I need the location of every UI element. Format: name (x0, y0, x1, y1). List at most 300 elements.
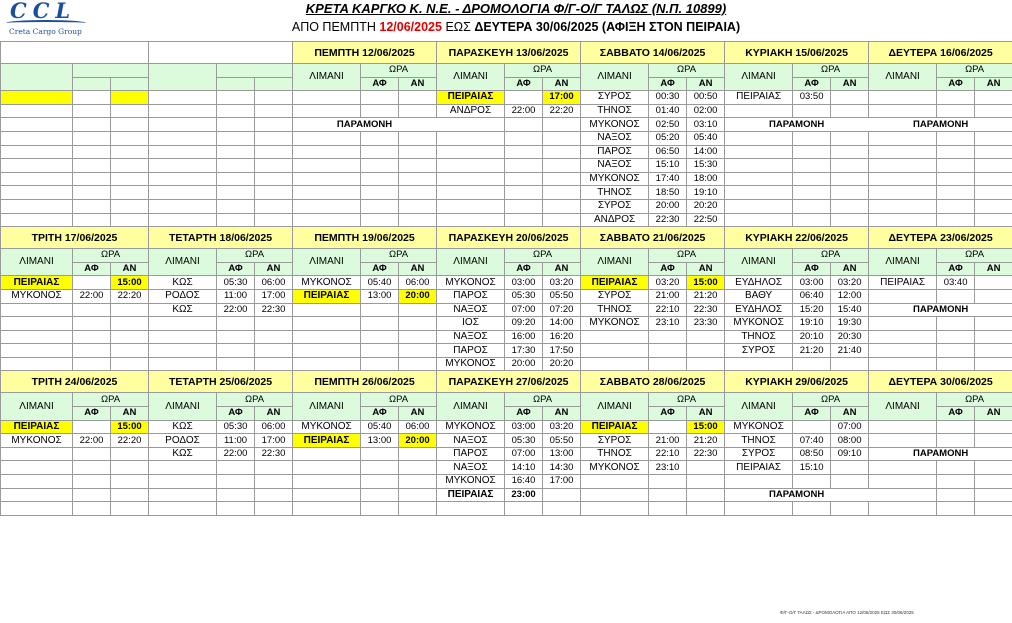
document-header (0, 0, 1012, 41)
departure-cell (399, 91, 437, 105)
departure-cell: 15:00 (687, 276, 725, 290)
departure-header: ΑΝ (399, 77, 437, 91)
arrival-cell (217, 159, 255, 173)
departure-cell (831, 159, 869, 173)
departure-cell: 06:00 (255, 276, 293, 290)
arrival-cell (73, 475, 111, 489)
arrival-header (217, 77, 255, 91)
arrival-cell: 22:10 (649, 447, 687, 461)
arrival-cell (649, 488, 687, 502)
arrival-cell (649, 420, 687, 434)
time-header: ΩΡΑ (793, 64, 869, 78)
time-header: ΩΡΑ (793, 249, 869, 263)
arrival-cell (937, 289, 975, 303)
departure-cell: 00:50 (687, 91, 725, 105)
departure-cell (111, 118, 149, 132)
arrival-cell: 07:00 (505, 447, 543, 461)
arrival-cell: 17:40 (649, 172, 687, 186)
departure-cell (111, 172, 149, 186)
arrival-cell (793, 357, 831, 371)
port-cell (1, 145, 73, 159)
document-title: ΚΡΕΤΑ ΚΑΡΓΚΟ Κ. Ν.Ε. - ΔΡΟΜΟΛΟΓΙΑ Φ/Γ-Ο/Γ ΤΑΛΩΣ (Ν.Π. 10899) (305, 1, 727, 16)
time-header: ΩΡΑ (217, 249, 293, 263)
departure-header: ΑΝ (831, 407, 869, 421)
port-cell: ΜΥΚΟΝΟΣ (293, 420, 361, 434)
stay-label: ΠΑΡΑΜΟΝΗ (293, 118, 437, 132)
port-cell: ΜΥΚΟΝΟΣ (581, 172, 649, 186)
schedule-row (1, 289, 1012, 303)
port-cell (149, 186, 217, 200)
departure-cell: 09:10 (831, 447, 869, 461)
arrival-cell (73, 303, 111, 317)
day-header: ΤΡΙΤΗ 24/06/2025 (1, 371, 149, 393)
arrival-cell (217, 91, 255, 105)
departure-cell (543, 159, 581, 173)
subtitle-from: ΑΠΟ ΠΕΜΠΤΗ (291, 20, 376, 34)
arrival-cell (937, 488, 975, 502)
day-header: ΚΥΡΙΑΚΗ 15/06/2025 (725, 42, 869, 64)
arrival-cell (361, 199, 399, 213)
departure-cell (255, 199, 293, 213)
arrival-cell (649, 475, 687, 489)
arrival-header: ΑΦ (649, 407, 687, 421)
arrival-cell (73, 357, 111, 371)
arrival-cell (217, 461, 255, 475)
port-header: ΛΙΜΑΝΙ (293, 249, 361, 276)
departure-cell (687, 461, 725, 475)
departure-cell (975, 91, 1012, 105)
port-cell: ΤΗΝΟΣ (581, 104, 649, 118)
departure-cell (111, 461, 149, 475)
schedule-row (1, 344, 1012, 358)
departure-cell (975, 159, 1012, 173)
schedule-row (1, 199, 1012, 213)
departure-cell (255, 317, 293, 331)
port-cell (869, 317, 937, 331)
departure-cell (543, 488, 581, 502)
arrival-cell (649, 344, 687, 358)
departure-cell (975, 330, 1012, 344)
departure-cell: 13:00 (543, 447, 581, 461)
schedule-row (1, 357, 1012, 371)
port-cell: ΠΕΙΡΑΙΑΣ (293, 289, 361, 303)
port-cell (437, 172, 505, 186)
schedule-row (1, 330, 1012, 344)
time-header: ΩΡΑ (649, 249, 725, 263)
arrival-header: ΑΦ (937, 407, 975, 421)
time-header: ΩΡΑ (505, 249, 581, 263)
time-header (73, 64, 149, 78)
schedule-row (1, 502, 1012, 516)
port-header: ΛΙΜΑΝΙ (1, 249, 73, 276)
port-cell (725, 186, 793, 200)
arrival-cell: 22:30 (649, 213, 687, 227)
port-cell: ΝΑΞΟΣ (581, 131, 649, 145)
departure-cell: 22:50 (687, 213, 725, 227)
departure-header: ΑΝ (111, 407, 149, 421)
departure-cell (255, 118, 293, 132)
port-cell (581, 475, 649, 489)
port-cell (725, 199, 793, 213)
departure-cell (111, 91, 149, 105)
port-cell (149, 330, 217, 344)
time-header: ΩΡΑ (937, 64, 1012, 78)
arrival-header: ΑΦ (793, 407, 831, 421)
port-cell: ΣΥΡΟΣ (581, 289, 649, 303)
day-header: ΤΡΙΤΗ 17/06/2025 (1, 227, 149, 249)
arrival-cell (217, 502, 255, 516)
departure-cell (399, 461, 437, 475)
port-cell (1, 447, 73, 461)
port-cell (1, 317, 73, 331)
arrival-cell: 13:00 (361, 434, 399, 448)
port-cell (149, 213, 217, 227)
port-cell (869, 502, 937, 516)
port-cell: ΜΥΚΟΝΟΣ (437, 357, 505, 371)
departure-header: ΑΝ (975, 407, 1012, 421)
departure-header: ΑΝ (255, 407, 293, 421)
arrival-cell (73, 502, 111, 516)
port-cell: ΠΕΙΡΑΙΑΣ (581, 276, 649, 290)
departure-header (111, 77, 149, 91)
arrival-header: ΑΦ (649, 77, 687, 91)
port-cell (149, 172, 217, 186)
port-cell: ΚΩΣ (149, 420, 217, 434)
schedule-row (1, 159, 1012, 173)
arrival-cell (217, 131, 255, 145)
departure-cell (255, 104, 293, 118)
arrival-cell (505, 91, 543, 105)
departure-cell (831, 172, 869, 186)
arrival-cell: 09:20 (505, 317, 543, 331)
departure-cell (399, 502, 437, 516)
departure-cell (399, 447, 437, 461)
departure-cell: 03:20 (543, 276, 581, 290)
arrival-cell: 06:50 (649, 145, 687, 159)
port-header: ΛΙΜΑΝΙ (1, 393, 73, 420)
schedule-table (0, 41, 1012, 516)
port-cell: ΤΗΝΟΣ (581, 186, 649, 200)
arrival-cell (217, 475, 255, 489)
departure-cell: 15:40 (831, 303, 869, 317)
arrival-cell: 17:30 (505, 344, 543, 358)
subtitle-end: ΔΕΥΤΕΡΑ 30/06/2025 (ΑΦΙΞΗ ΣΤΟΝ ΠΕΙΡΑΙΑ) (474, 20, 741, 34)
port-cell: ΝΑΞΟΣ (437, 461, 505, 475)
stay-label: ΠΑΡΑΜΟΝΗ (725, 488, 869, 502)
arrival-cell (217, 104, 255, 118)
departure-cell (255, 145, 293, 159)
arrival-cell (937, 91, 975, 105)
logo-subtitle: Creta Cargo Group (9, 27, 82, 36)
port-cell (869, 172, 937, 186)
departure-cell: 17:00 (543, 475, 581, 489)
arrival-cell: 05:20 (649, 131, 687, 145)
port-cell (869, 145, 937, 159)
schedule-row (1, 420, 1012, 434)
port-cell: ΡΟΔΟΣ (149, 434, 217, 448)
day-header: ΣΑΒΒΑΤΟ 21/06/2025 (581, 227, 725, 249)
time-header: ΩΡΑ (937, 393, 1012, 407)
arrival-cell: 20:10 (793, 330, 831, 344)
arrival-cell (937, 159, 975, 173)
port-cell: ΜΥΚΟΝΟΣ (581, 461, 649, 475)
port-cell: ΠΑΡΟΣ (581, 145, 649, 159)
port-cell: ΠΕΙΡΑΙΑΣ (581, 420, 649, 434)
port-header: ΛΙΜΑΝΙ (725, 64, 793, 91)
arrival-cell (217, 118, 255, 132)
port-cell (293, 303, 361, 317)
departure-cell: 22:20 (543, 104, 581, 118)
time-header: ΩΡΑ (505, 64, 581, 78)
port-cell: ΜΥΚΟΝΟΣ (1, 434, 73, 448)
port-cell (293, 145, 361, 159)
arrival-cell: 03:50 (793, 91, 831, 105)
port-cell (293, 488, 361, 502)
port-cell (581, 502, 649, 516)
arrival-cell (937, 475, 975, 489)
arrival-header: ΑΦ (505, 407, 543, 421)
departure-header (255, 77, 293, 91)
arrival-cell: 23:00 (505, 488, 543, 502)
port-cell: ΣΥΡΟΣ (581, 434, 649, 448)
day-header: ΠΕΜΠΤΗ 26/06/2025 (293, 371, 437, 393)
arrival-cell (793, 159, 831, 173)
port-cell: ΠΕΙΡΑΙΑΣ (725, 91, 793, 105)
departure-cell (111, 447, 149, 461)
departure-cell (255, 159, 293, 173)
arrival-cell (361, 461, 399, 475)
port-cell: ΣΥΡΟΣ (581, 91, 649, 105)
departure-cell (831, 104, 869, 118)
departure-cell: 22:30 (687, 447, 725, 461)
arrival-cell (505, 118, 543, 132)
port-cell (869, 289, 937, 303)
day-header: ΔΕΥΤΕΡΑ 23/06/2025 (869, 227, 1012, 249)
arrival-cell (793, 475, 831, 489)
departure-cell (831, 502, 869, 516)
departure-header: ΑΝ (255, 262, 293, 276)
departure-cell (543, 186, 581, 200)
arrival-cell (361, 159, 399, 173)
departure-cell (111, 213, 149, 227)
departure-cell (111, 330, 149, 344)
departure-cell: 06:00 (255, 420, 293, 434)
departure-header: ΑΝ (975, 77, 1012, 91)
departure-cell: 06:00 (399, 276, 437, 290)
departure-cell (255, 488, 293, 502)
departure-cell (543, 118, 581, 132)
port-header: ΛΙΜΑΝΙ (437, 393, 505, 420)
port-header: ΛΙΜΑΝΙ (725, 393, 793, 420)
departure-cell (543, 172, 581, 186)
port-cell (725, 357, 793, 371)
departure-cell (399, 317, 437, 331)
page-footer: Φ/Γ-Ο/Γ ΤΑΛΩΣ - ΔΡΟΜΟΛΟΓΙΑ ΑΠΟ 12/06/2025 ΕΩΣ 30/06/2025 (780, 610, 914, 615)
arrival-cell (937, 145, 975, 159)
stay-label: ΠΑΡΑΜΟΝΗ (869, 118, 1012, 132)
schedule-row (1, 447, 1012, 461)
arrival-cell (361, 488, 399, 502)
schedule-row (1, 186, 1012, 200)
port-cell (1, 104, 73, 118)
port-cell (293, 330, 361, 344)
port-header: ΛΙΜΑΝΙ (725, 249, 793, 276)
departure-cell (111, 145, 149, 159)
arrival-cell (217, 317, 255, 331)
arrival-cell (73, 145, 111, 159)
arrival-cell (217, 172, 255, 186)
port-cell (1, 186, 73, 200)
port-cell (149, 118, 217, 132)
arrival-header: ΑΦ (505, 77, 543, 91)
port-cell (725, 131, 793, 145)
departure-cell (975, 213, 1012, 227)
schedule-row (1, 488, 1012, 502)
departure-cell (255, 172, 293, 186)
day-header: ΠΕΜΠΤΗ 19/06/2025 (293, 227, 437, 249)
arrival-cell (73, 118, 111, 132)
port-cell (581, 488, 649, 502)
port-cell (293, 502, 361, 516)
departure-cell (831, 145, 869, 159)
departure-cell (975, 145, 1012, 159)
arrival-cell: 07:40 (793, 434, 831, 448)
arrival-header: ΑΦ (361, 77, 399, 91)
day-header: ΔΕΥΤΕΡΑ 16/06/2025 (869, 42, 1012, 64)
arrival-cell (937, 131, 975, 145)
departure-cell (111, 357, 149, 371)
port-header: ΛΙΜΑΝΙ (437, 64, 505, 91)
departure-cell (975, 131, 1012, 145)
port-cell (1, 91, 73, 105)
arrival-cell: 05:30 (217, 420, 255, 434)
departure-cell (111, 199, 149, 213)
departure-cell (399, 104, 437, 118)
arrival-cell (505, 159, 543, 173)
departure-cell (975, 186, 1012, 200)
departure-cell: 03:20 (831, 276, 869, 290)
arrival-header: ΑΦ (217, 407, 255, 421)
port-cell: ΠΕΙΡΑΙΑΣ (293, 434, 361, 448)
departure-cell (975, 104, 1012, 118)
arrival-cell (793, 199, 831, 213)
arrival-cell: 05:30 (217, 276, 255, 290)
arrival-cell (73, 91, 111, 105)
departure-header: ΑΝ (543, 407, 581, 421)
port-cell (293, 104, 361, 118)
port-header: ΛΙΜΑΝΙ (149, 249, 217, 276)
departure-cell: 20:00 (399, 434, 437, 448)
arrival-cell (937, 461, 975, 475)
departure-cell (831, 186, 869, 200)
schedule-row (1, 145, 1012, 159)
arrival-cell (937, 172, 975, 186)
arrival-cell (361, 447, 399, 461)
port-cell: ΠΕΙΡΑΙΑΣ (725, 461, 793, 475)
arrival-cell (793, 502, 831, 516)
port-header: ΛΙΜΑΝΙ (581, 249, 649, 276)
departure-cell (831, 475, 869, 489)
arrival-cell (505, 186, 543, 200)
time-header: ΩΡΑ (649, 64, 725, 78)
port-cell: ΚΩΣ (149, 303, 217, 317)
port-cell (437, 118, 505, 132)
departure-cell: 14:00 (687, 145, 725, 159)
arrival-cell (937, 357, 975, 371)
departure-cell: 20:20 (687, 199, 725, 213)
port-cell (1, 344, 73, 358)
time-header: ΩΡΑ (505, 393, 581, 407)
departure-header: ΑΝ (543, 77, 581, 91)
arrival-cell (361, 104, 399, 118)
departure-cell (111, 475, 149, 489)
arrival-cell: 19:10 (793, 317, 831, 331)
arrival-cell: 13:00 (361, 289, 399, 303)
departure-cell (399, 172, 437, 186)
port-cell (725, 213, 793, 227)
arrival-header: ΑΦ (73, 262, 111, 276)
port-cell (1, 172, 73, 186)
arrival-cell (361, 330, 399, 344)
departure-cell (975, 357, 1012, 371)
arrival-cell (361, 317, 399, 331)
day-header (1, 42, 149, 64)
port-cell (869, 91, 937, 105)
departure-cell (687, 502, 725, 516)
port-cell: ΝΑΞΟΣ (581, 159, 649, 173)
departure-cell (399, 303, 437, 317)
time-header: ΩΡΑ (361, 64, 437, 78)
arrival-cell (361, 502, 399, 516)
arrival-cell (73, 461, 111, 475)
port-cell (1, 303, 73, 317)
schedule-row (1, 303, 1012, 317)
departure-cell (975, 420, 1012, 434)
day-header: ΠΕΜΠΤΗ 12/06/2025 (293, 42, 437, 64)
departure-cell (399, 145, 437, 159)
departure-cell: 22:30 (687, 303, 725, 317)
port-cell (437, 199, 505, 213)
port-cell: ΜΥΚΟΝΟΣ (293, 276, 361, 290)
departure-header: ΑΝ (975, 262, 1012, 276)
arrival-cell: 23:10 (649, 317, 687, 331)
departure-cell: 12:00 (831, 289, 869, 303)
time-header (217, 64, 293, 78)
arrival-cell (505, 131, 543, 145)
arrival-cell: 05:30 (505, 289, 543, 303)
arrival-cell (217, 199, 255, 213)
departure-cell (255, 502, 293, 516)
port-cell (293, 344, 361, 358)
arrival-cell (73, 344, 111, 358)
departure-cell (543, 502, 581, 516)
port-cell: ΜΥΚΟΝΟΣ (437, 276, 505, 290)
schedule-row (1, 461, 1012, 475)
port-cell (1, 330, 73, 344)
arrival-header: ΑΦ (217, 262, 255, 276)
port-cell: ΚΩΣ (149, 276, 217, 290)
port-cell: ΣΥΡΟΣ (581, 199, 649, 213)
departure-cell (975, 276, 1012, 290)
port-cell: ΜΥΚΟΝΟΣ (1, 289, 73, 303)
port-cell (437, 145, 505, 159)
departure-cell: 21:20 (687, 289, 725, 303)
arrival-header: ΑΦ (361, 407, 399, 421)
arrival-cell (505, 199, 543, 213)
port-cell (725, 104, 793, 118)
departure-cell (975, 434, 1012, 448)
day-header: ΣΑΒΒΑΤΟ 28/06/2025 (581, 371, 725, 393)
